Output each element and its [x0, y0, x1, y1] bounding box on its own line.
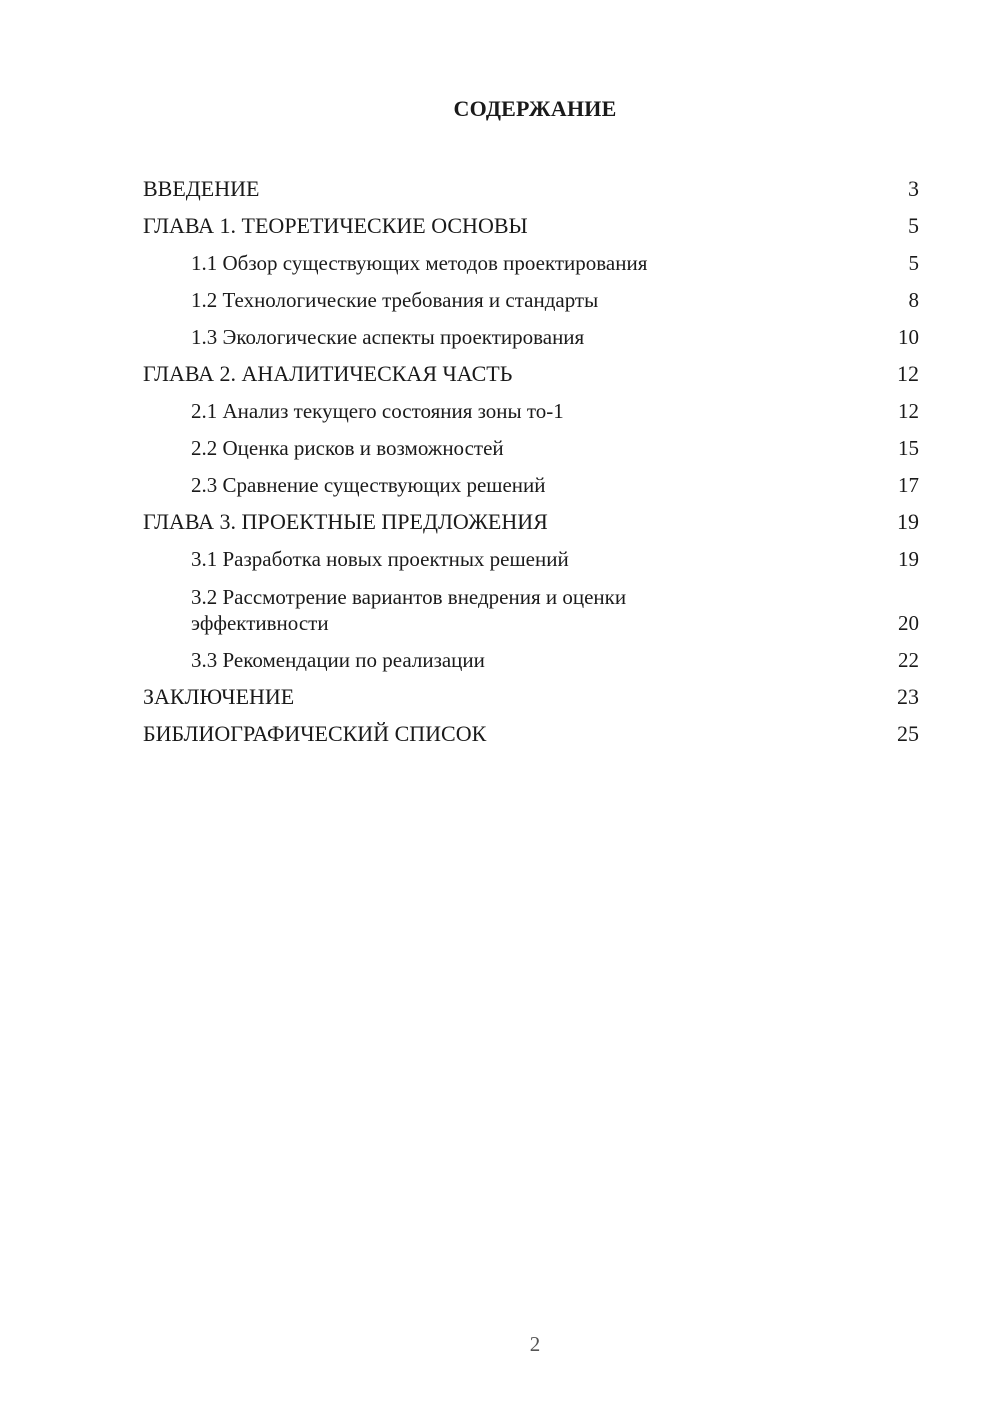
toc-entry-page: 15 — [898, 436, 919, 460]
toc-entry-label: 1.2 Технологические требования и стандарты — [191, 288, 599, 312]
toc-entry-section-1-3[interactable] — [143, 316, 919, 353]
toc-entry-page: 17 — [898, 473, 919, 497]
toc-entry-page: 10 — [898, 325, 919, 349]
toc-entry-conclusion[interactable] — [143, 676, 919, 713]
table-of-contents — [143, 168, 919, 750]
toc-entry-page: 5 — [908, 213, 919, 238]
toc-entry-label: ВВЕДЕНИЕ — [143, 176, 260, 201]
page-title: СОДЕРЖАНИЕ — [453, 96, 617, 121]
page-number: 2 — [529, 1332, 541, 1356]
toc-entry-page: 25 — [897, 721, 919, 746]
toc-entry-label: 1.3 Экологические аспекты проектирования — [191, 325, 585, 349]
toc-entry-section-3-2[interactable] — [143, 575, 919, 639]
toc-entry-page: 3 — [908, 176, 919, 201]
toc-entry-section-1-1[interactable] — [143, 242, 919, 279]
toc-entry-page: 19 — [898, 547, 919, 571]
toc-entry-chapter-3[interactable] — [143, 501, 919, 538]
toc-entry-page: 12 — [898, 399, 919, 423]
toc-entry-label: 3.1 Разработка новых проектных решений — [191, 547, 569, 571]
toc-entry-page: 5 — [908, 251, 919, 275]
toc-entry-section-2-1[interactable] — [143, 390, 919, 427]
toc-entry-label: ГЛАВА 2. АНАЛИТИЧЕСКАЯ ЧАСТЬ — [143, 361, 513, 386]
toc-entry-page: 12 — [897, 361, 919, 386]
toc-entry-section-3-1[interactable] — [143, 538, 919, 575]
toc-entry-label: ГЛАВА 3. ПРОЕКТНЫЕ ПРЕДЛОЖЕНИЯ — [143, 509, 548, 534]
toc-entry-section-3-3[interactable] — [143, 639, 919, 676]
toc-entry-label: ГЛАВА 1. ТЕОРЕТИЧЕСКИЕ ОСНОВЫ — [143, 213, 528, 238]
toc-entry-section-1-2[interactable] — [143, 279, 919, 316]
toc-entry-page: 20 — [898, 611, 919, 635]
toc-entry-page: 19 — [897, 509, 919, 534]
toc-entry-section-2-3[interactable] — [143, 464, 919, 501]
toc-entry-label: 3.2 Рассмотрение вариантов внедрения и оценки эффективности — [191, 585, 627, 635]
toc-entry-page: 23 — [897, 684, 919, 709]
toc-entry-label: БИБЛИОГРАФИЧЕСКИЙ СПИСОК — [143, 721, 487, 746]
toc-entry-label: 1.1 Обзор существующих методов проектирования — [191, 251, 648, 275]
toc-entry-label: 2.3 Сравнение существующих решений — [191, 473, 546, 497]
toc-entry-chapter-2[interactable] — [143, 353, 919, 390]
toc-entry-chapter-1[interactable] — [143, 205, 919, 242]
toc-entry-bibliography[interactable] — [143, 713, 919, 750]
toc-entry-section-2-2[interactable] — [143, 427, 919, 464]
toc-entry-introduction[interactable] — [143, 168, 919, 205]
toc-entry-label: 2.1 Анализ текущего состояния зоны то-1 — [191, 399, 564, 423]
toc-entry-label: ЗАКЛЮЧЕНИЕ — [143, 684, 295, 709]
toc-entry-label: 3.3 Рекомендации по реализации — [191, 648, 485, 672]
toc-entry-label: 2.2 Оценка рисков и возможностей — [191, 436, 504, 460]
toc-entry-page: 8 — [908, 288, 919, 312]
toc-entry-page: 22 — [898, 648, 919, 672]
